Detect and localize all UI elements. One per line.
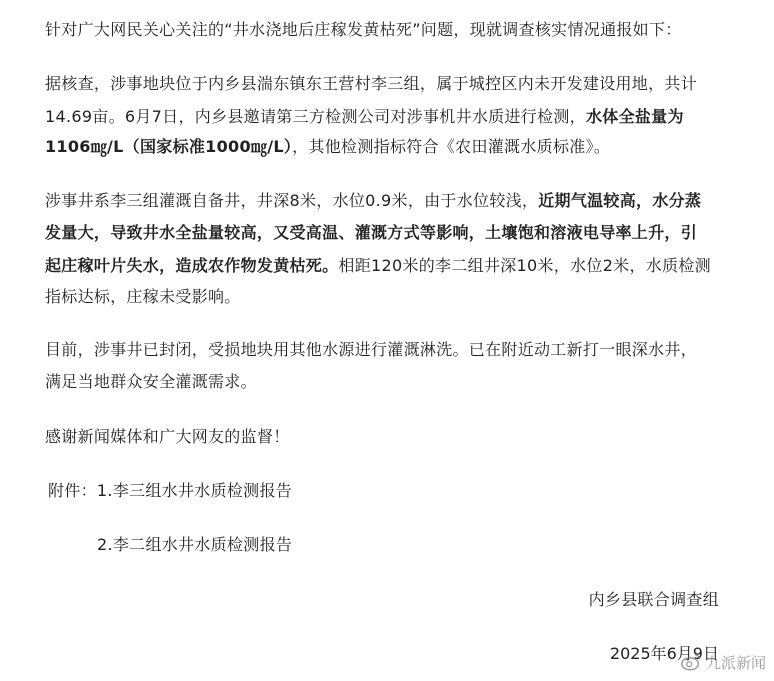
attachment-2: 2.李二组水井水质检测报告: [97, 535, 293, 554]
paragraph-3-line-1: 目前，涉事井已封闭，受损地块用其他水源进行灌溉淋洗。已在附近动工新打一眼深水井，: [45, 340, 698, 359]
paragraph-2-line-1: [45, 191, 701, 211]
paragraph-1-line-2-text: 14.69亩。6月7日，内乡县邀请第三方检测公司对涉事机井水质进行检测，: [45, 107, 586, 126]
paragraph-2-line-3-text: 相距120米的李二组井深10米，水位2米，水质检测: [338, 256, 711, 275]
watermark-text: 九派新闻: [705, 653, 766, 672]
cause-highlight-3: 起庄稼叶片失水，造成农作物发黄枯死。: [45, 256, 339, 275]
intro-paragraph: 针对广大网民关心关注的“井水浇地后庄稼发黄枯死”问题，现就调查核实情况通报如下：: [45, 20, 682, 39]
paragraph-2-line-1-text: 涉事井系李三组灌溉自备井，井深8米，水位0.9米，由于水位较浅，: [45, 191, 539, 210]
paragraph-1-line-1: 据核查，涉事地块位于内乡县湍东镇东王营村李三组，属于城控区内未开发建设用地，共计: [45, 74, 698, 93]
issue-date: 2025年6月9日: [609, 644, 719, 663]
paragraph-1-line-2: [45, 107, 684, 127]
paragraph-2-line-4: 指标达标，庄稼未受影响。: [45, 287, 241, 306]
salinity-value-highlight: 1106㎎/L（国家标准1000㎎/L）: [45, 137, 293, 156]
paragraph-1-line-3-text: ，其他检测指标符合《农田灌溉水质标准》。: [292, 137, 611, 156]
attachment-1: 附件：1.李三组水井水质检测报告: [48, 481, 293, 500]
cause-highlight-2: 发量大，导致井水全盐量较高，又受高温、灌溉方式等影响，土壤饱和溶液电导率上升，引: [45, 223, 698, 242]
cause-highlight-1: 近期气温较高，水分蒸: [538, 191, 702, 210]
paragraph-2-line-3: [45, 256, 711, 276]
paragraph-3-line-2: 满足当地群众安全灌溉需求。: [45, 372, 257, 391]
watermark: [680, 651, 766, 673]
salinity-highlight: 水体全盐量为: [585, 107, 684, 126]
signature: 内乡县联合调查组: [588, 590, 719, 609]
weibo-logo-icon: [680, 651, 702, 673]
thanks-line: 感谢新闻媒体和广大网友的监督！: [45, 427, 290, 446]
paragraph-1-line-3: [45, 137, 610, 157]
